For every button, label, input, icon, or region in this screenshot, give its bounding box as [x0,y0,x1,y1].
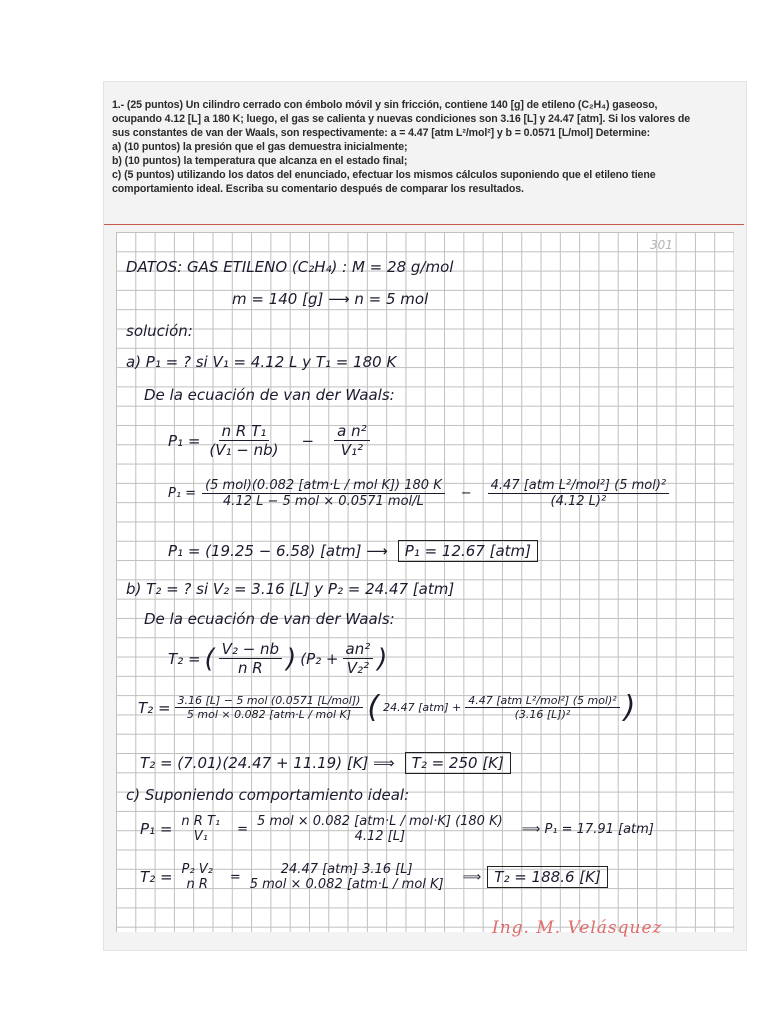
part-b-result [140,752,511,774]
pressure-term: 24.47 [atm] + [383,701,462,714]
fraction-numerator: 4.47 [atm L²/mol²] (5 mol)² [488,478,669,494]
fraction-denominator: n R [186,877,208,892]
part-c-temperature [140,862,608,892]
problem-line: sus constantes de van der Waals, son respectivamente: a = 4.47 [atm L²/mol²] y b = 0.0571 [L/mol] Determine: [112,127,651,139]
page-stamp: 301 [650,238,673,252]
answer-box: T₂ = 250 [K] [405,752,511,774]
fraction-denominator: n R [238,659,263,677]
fraction-denominator: V₂² [346,659,369,677]
fraction-denominator: 5 mol × 0.082 [atm·L / mol K] [186,708,352,721]
part-a-formula [168,422,370,459]
signature: Ing. M. Velásquez [492,918,663,938]
problem-statement [112,98,742,196]
part-b-vdw-label: De la ecuación de van der Waals: [144,610,395,628]
open-paren: ( [367,690,380,725]
part-a-result [168,540,538,562]
part-c-heading: c) Suponiendo comportamiento ideal: [126,786,410,804]
close-paren: ) [377,643,388,674]
fraction-numerator: n R T₁ [181,814,221,829]
t2-symbol: T₂ = [140,868,173,886]
t2-symbol: T₂ = [168,649,201,668]
fraction-denominator: (3.16 [L])² [514,708,571,721]
fraction-numerator: V₂ − nb [219,640,282,659]
problem-line: comportamiento ideal. Escriba su comentario después de comparar los resultados. [112,183,524,195]
problem-line: 1.- (25 puntos) Un cilindro cerrado con émbolo móvil y sin fricción, contiene 140 [g] de etileno (C₂H₄) gaseoso, [112,99,658,111]
pressure-term: (P₂ + [300,649,339,668]
answer-box: T₂ = 188.6 [K] [487,866,608,888]
problem-line: ocupando 4.12 [L] a 180 K; luego, el gas se calienta y nuevas condiciones son 3.16 [L] y 24.47 [atm]. Si los valores de [112,113,691,125]
close-paren: ) [286,643,297,674]
part-a-heading: a) P₁ = ? si V₁ = 4.12 L y T₁ = 180 K [126,353,397,371]
minus-sign: − [301,431,315,450]
nrt-fraction [206,422,281,459]
mass-line: m = 140 [g] ⟶ n = 5 mol [232,290,429,308]
red-divider-line [104,224,744,225]
fraction-numerator: 5 mol × 0.082 [atm·L / mol·K] (180 K) [257,814,503,829]
fraction-denominator: (4.12 L)² [550,494,607,509]
part-a-vdw-label: De la ecuación de van der Waals: [144,386,395,404]
answer-box: P₁ = 12.67 [atm] [398,540,538,562]
fraction-numerator: a n² [334,422,369,441]
substitution-fraction [202,478,445,509]
result-expression: P₁ = (19.25 − 6.58) [atm] ⟶ [168,542,388,560]
fraction-numerator: P₂ V₂ [181,862,213,877]
substitution-fraction [465,694,619,721]
close-paren: ) [623,690,636,725]
an2-fraction [334,422,369,459]
part-c-pressure [140,814,654,844]
vnb-fraction [219,640,282,677]
ideal-fraction [178,814,223,844]
part-b-formula [168,640,387,677]
equals-sign: = [229,869,241,885]
fraction-denominator: 5 mol × 0.082 [atm·L / mol K] [249,877,444,892]
open-paren: ( [204,643,215,674]
fraction-numerator: (5 mol)(0.082 [atm·L / mol K]) 180 K [202,478,445,494]
minus-sign: − [460,486,472,501]
problem-line: c) (5 puntos) utilizando los datos del enunciado, efectuar los mismos cálculos suponiendo que el etileno tiene [112,169,656,181]
datos-line: DATOS: GAS ETILENO (C₂H₄) : M = 28 g/mol [126,258,454,276]
p1-symbol: P₁ = [168,486,197,501]
fraction-numerator: n R T₁ [219,422,270,441]
fraction-numerator: 4.47 [atm L²/mol²] (5 mol)² [465,694,619,708]
ideal-fraction [179,862,216,892]
fraction-denominator: (V₁ − nb) [209,441,279,459]
equals-sign: = [237,821,249,837]
p1-symbol: P₁ = [168,431,201,450]
result-expression: ⟹ P₁ = 17.91 [atm] [521,821,654,837]
part-b-substitution [138,690,635,725]
substitution-fraction [488,478,669,509]
substitution-fraction [175,694,364,721]
an2-fraction [343,640,374,677]
problem-line: a) (10 puntos) la presión que el gas demuestra inicialmente; [112,141,408,153]
problem-line: b) (10 puntos) la temperatura que alcanza en el estado final; [112,155,408,167]
p1-symbol: P₁ = [140,820,173,838]
t2-symbol: T₂ = [138,698,171,717]
substitution-fraction [254,814,506,844]
fraction-numerator: 24.47 [atm] 3.16 [L] [280,862,413,877]
substitution-fraction [247,862,447,892]
part-b-heading: b) T₂ = ? si V₂ = 3.16 [L] y P₂ = 24.47 [atm] [126,580,455,598]
part-a-substitution [168,478,669,509]
solucion-heading: solución: [126,322,193,340]
fraction-numerator: 3.16 [L] − 5 mol (0.0571 [L/mol]) [175,694,364,708]
fraction-denominator: V₁² [340,441,363,459]
fraction-denominator: 4.12 L − 5 mol × 0.0571 mol/L [223,494,424,509]
arrow: ⟹ [462,869,482,885]
fraction-denominator: V₁ [193,829,208,844]
result-expression: T₂ = (7.01)(24.47 + 11.19) [K] ⟹ [140,754,395,772]
fraction-numerator: an² [343,640,374,659]
fraction-denominator: 4.12 [L] [354,829,406,844]
